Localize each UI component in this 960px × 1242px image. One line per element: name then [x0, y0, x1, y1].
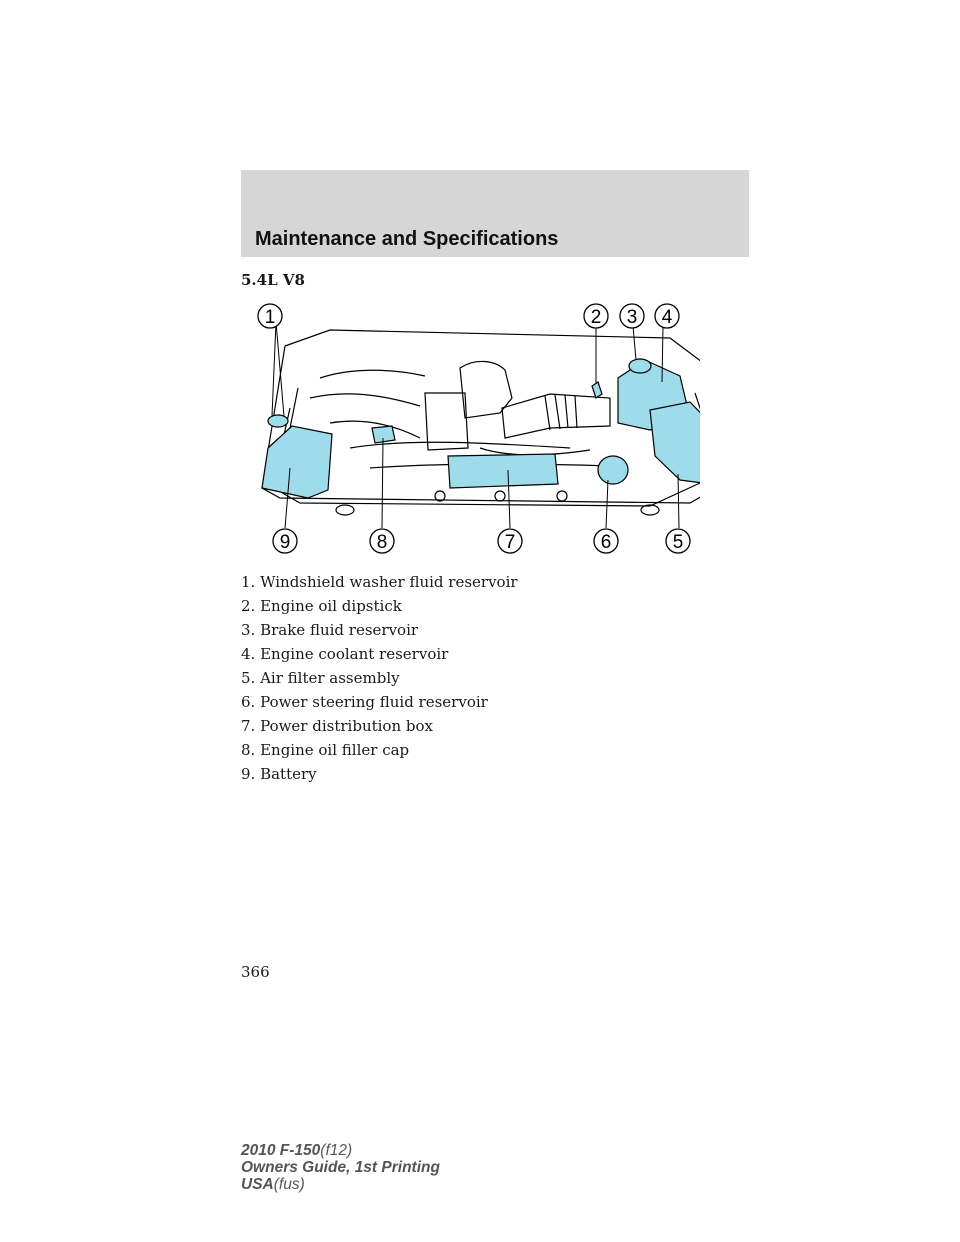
callout-number-6: 6: [600, 532, 612, 553]
callout-number-5: 5: [672, 532, 684, 553]
section-header: [241, 170, 749, 257]
print-footer: [241, 1142, 440, 1193]
engine-compartment-diagram: [250, 298, 700, 560]
callout-circle-3: [620, 304, 644, 328]
callout-circle-9: [273, 529, 297, 553]
footer-guide: Owners Guide, 1st Printing: [241, 1159, 440, 1176]
footer-market: USA: [241, 1176, 274, 1193]
callout-item: 6. Power steering fluid reservoir: [241, 693, 488, 711]
battery-shape: [262, 426, 332, 498]
callout-item: 7. Power distribution box: [241, 717, 433, 735]
callout-circle-1: [258, 304, 282, 328]
callout-circle-6: [594, 529, 618, 553]
callout-item: 4. Engine coolant reservoir: [241, 645, 449, 663]
callout-circle-7: [498, 529, 522, 553]
callout-circle-5: [666, 529, 690, 553]
callout-item: 3. Brake fluid reservoir: [241, 621, 419, 639]
callout-number-7: 7: [504, 532, 516, 553]
section-title: Maintenance and Specifications: [255, 228, 559, 250]
callout-circle-8: [370, 529, 394, 553]
air-filter-assembly-shape: [650, 402, 700, 486]
footer-model-line: [241, 1142, 440, 1159]
power-steering-reservoir-shape: [598, 456, 628, 484]
callout-number-4: 4: [661, 307, 673, 328]
page-number: 366: [241, 963, 270, 981]
callout-circle-4: [655, 304, 679, 328]
callout-number-8: 8: [376, 532, 388, 553]
callout-item: 5. Air filter assembly: [241, 669, 400, 687]
washer-reservoir-cap-shape: [268, 415, 288, 427]
footer-model-code: (f12): [320, 1142, 353, 1159]
callout-item: 9. Battery: [241, 765, 317, 783]
leader-lines: [272, 322, 679, 528]
callout-number-1: 1: [264, 307, 276, 328]
callout-legend: [241, 570, 518, 786]
footer-model: 2010 F-150: [241, 1142, 321, 1159]
footer-market-code: (fus): [273, 1176, 305, 1193]
oil-filler-cap-shape: [372, 426, 395, 443]
callout-number-2: 2: [590, 307, 602, 328]
callout-item: 2. Engine oil dipstick: [241, 597, 402, 615]
callout-circle-2: [584, 304, 608, 328]
callout-item: 8. Engine oil filler cap: [241, 741, 410, 759]
power-distribution-box-shape: [448, 454, 558, 488]
callout-number-3: 3: [626, 307, 638, 328]
callout-number-9: 9: [279, 532, 291, 553]
oil-dipstick-shape: [592, 382, 602, 398]
engine-label: 5.4L V8: [241, 271, 305, 289]
callout-item: 1. Windshield washer fluid reservoir: [241, 573, 518, 591]
footer-market-line: [241, 1176, 440, 1193]
